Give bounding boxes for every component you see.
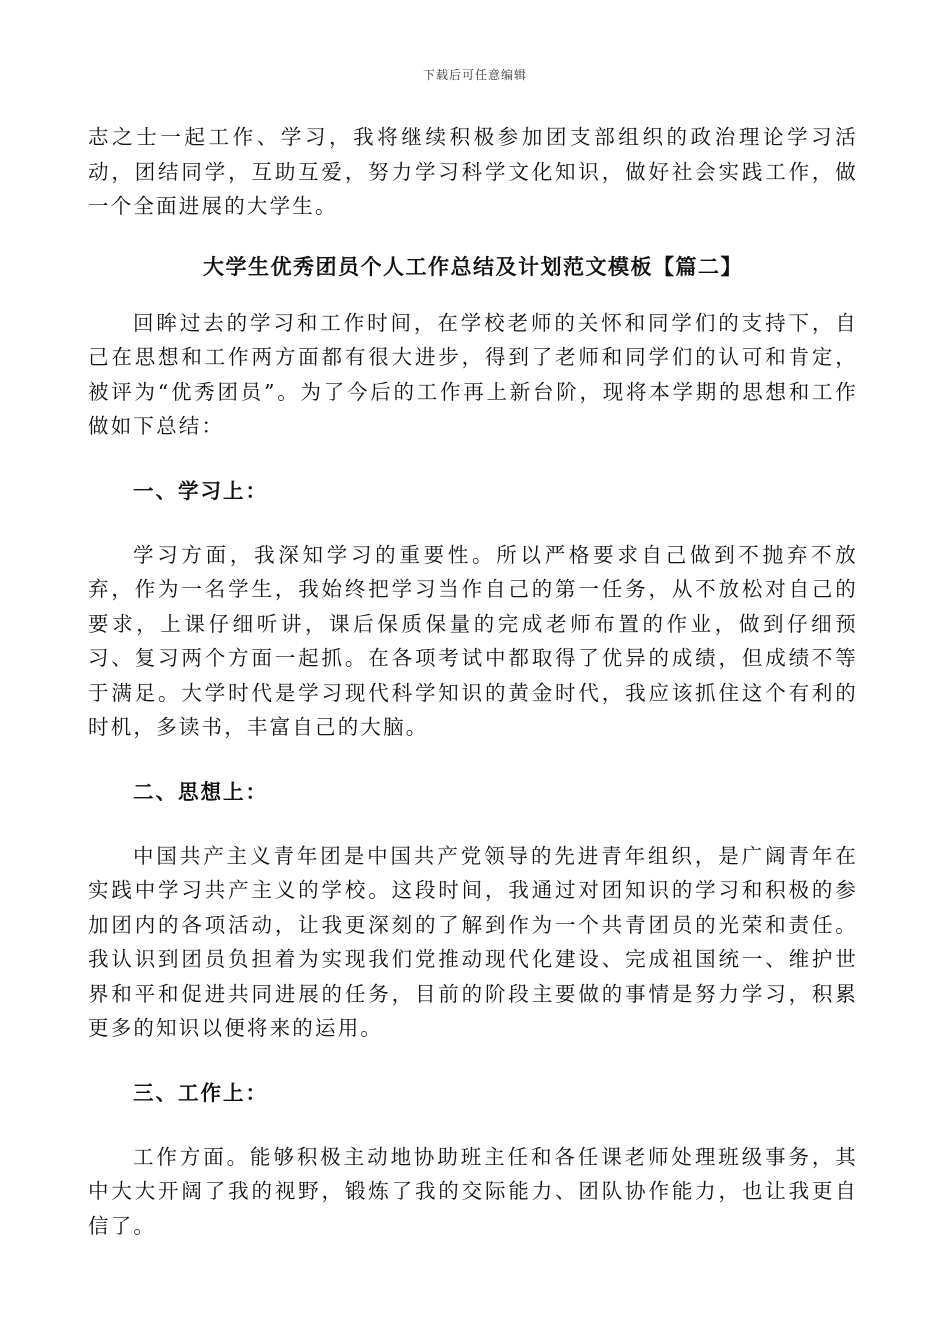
document-body: [88, 120, 858, 1243]
section-heading-study: 一、学习上：: [133, 478, 268, 503]
document-title: 大学生优秀团员个人工作总结及计划范文模板【篇二】: [203, 253, 743, 279]
section-heading-thought: 二、思想上：: [133, 779, 268, 804]
section-heading-work: 三、工作上：: [133, 1080, 268, 1105]
section-paragraph-work: 工作方面。能够积极主动地协助班主任和各任课老师处理班级事务，其中大大开阔了我的视野，锻炼了我的交际能力、团队协作能力，也让我更自信了。: [88, 1144, 858, 1238]
page-header: 下载后可任意编辑: [422, 68, 527, 82]
opening-paragraph: 回眸过去的学习和工作时间，在学校老师的关怀和同学们的支持下，自己在思想和工作两方面都有很大进步，得到了老师和同学们的认可和肯定，被评为“优秀团员”。为了今后的工作再上新台阶，现将本学期的思想和工作做如下总结：: [88, 310, 858, 438]
section-paragraph-thought: 中国共产主义青年团是中国共产党领导的先进青年组织，是广阔青年在实践中学习共产主义的学校。这段时间，我通过对团知识的学习和积极的参加团内的各项活动，让我更深刻的了解到作为一个共青团员的光荣和责任。我认识到团员负担着为实现我们党推动现代化建设、完成祖国统一、维护世界和平和促进共同进展的任务，目前的阶段主要做的事情是努力学习，积累更多的知识以便将来的运用。: [88, 843, 858, 1040]
intro-paragraph: 志之士一起工作、学习，我将继续积极参加团支部组织的政治理论学习活动，团结同学，互助互爱，努力学习科学文化知识，做好社会实践工作，做一个全面进展的大学生。: [88, 125, 858, 218]
section-paragraph-study: 学习方面，我深知学习的重要性。所以严格要求自己做到不抛弃不放弃，作为一名学生，我始终把学习当作自己的第一任务，从不放松对自己的要求，上课仔细听讲，课后保质保量的完成老师布置的作业，做到仔细预习、复习两个方面一起抓。在各项考试中都取得了优异的成绩，但成绩不等于满足。大学时代是学习现代科学知识的黄金时代，我应该抓住这个有利的时机，多读书，丰富自己的大脑。: [88, 542, 858, 739]
